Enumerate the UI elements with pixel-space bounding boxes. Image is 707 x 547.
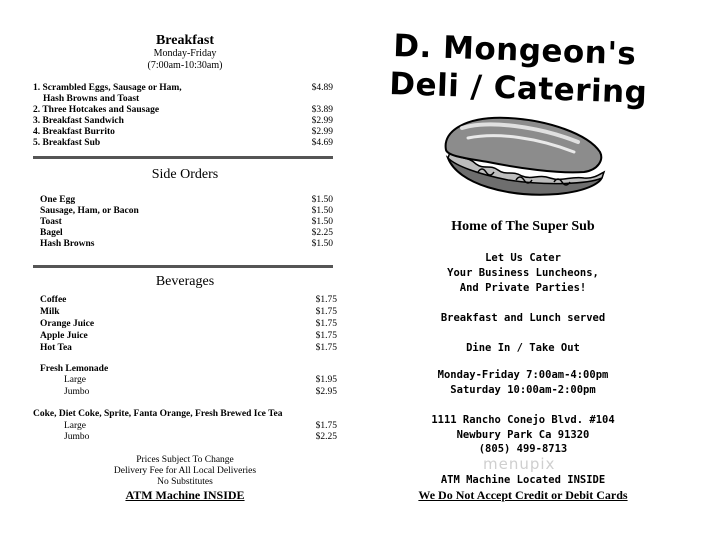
menu-item-label: Orange Juice xyxy=(40,319,95,329)
menu-item-label: Hash Browns and Toast xyxy=(43,94,140,104)
menu-item-label: Milk xyxy=(40,307,60,317)
breakfast-heading: Breakfast xyxy=(155,33,215,48)
size-label: Jumbo xyxy=(64,387,90,397)
phone-number: (805) 499-8713 xyxy=(478,443,568,455)
menu-item-label: Hash Browns xyxy=(40,239,95,249)
watermark: menupix xyxy=(483,455,556,473)
brand-title-line1: D. Mongeon's xyxy=(392,28,637,73)
cater-line-3: And Private Parties! xyxy=(459,282,587,294)
menu-item-price: $2.25 xyxy=(315,432,337,442)
lemonade-label: Fresh Lemonade xyxy=(40,364,109,374)
breakfast-hours: (7:00am-10:30am) xyxy=(147,60,223,71)
no-cards-notice: We Do Not Accept Credit or Debit Cards xyxy=(418,488,628,502)
address-line-1: 1111 Rancho Conejo Blvd. #104 xyxy=(431,414,615,426)
hours-weekday: Monday-Friday 7:00am-4:00pm xyxy=(437,369,609,381)
menu-item-price: $1.75 xyxy=(315,331,337,341)
menu-item-price: $1.75 xyxy=(315,295,337,305)
menu-item-price: $1.75 xyxy=(315,307,337,317)
menu-item-price: $1.50 xyxy=(311,206,333,216)
menu-item-price: $1.75 xyxy=(315,319,337,329)
atm-notice-left: ATM Machine INSIDE xyxy=(125,488,245,502)
menu-item-price: $1.75 xyxy=(315,343,337,353)
menu-item-label: 1. Scrambled Eggs, Sausage or Ham, xyxy=(33,83,182,93)
menu-item-label: One Egg xyxy=(40,195,76,205)
divider xyxy=(33,265,333,268)
menu-item-label: Toast xyxy=(40,217,62,227)
beverages-heading: Beverages xyxy=(155,274,215,289)
side-orders-heading: Side Orders xyxy=(151,167,219,182)
menu-item-label: Hot Tea xyxy=(40,343,72,353)
menu-item-price: $2.95 xyxy=(315,387,337,397)
menu-item-price: $1.50 xyxy=(311,239,333,249)
menu-item-label: 3. Breakfast Sandwich xyxy=(33,116,124,126)
menu-item-price: $2.25 xyxy=(311,228,333,238)
menu-item-label: Coffee xyxy=(40,295,67,305)
size-label: Large xyxy=(64,421,86,431)
dine-text: Dine In / Take Out xyxy=(466,342,580,354)
menu-item-price: $3.89 xyxy=(311,105,333,115)
cater-line-2: Your Business Luncheons, xyxy=(447,267,599,279)
menu-item-label: 2. Three Hotcakes and Sausage xyxy=(33,105,160,115)
menu-item-price: $4.69 xyxy=(311,138,333,148)
menu-item-price: $1.50 xyxy=(311,195,333,205)
menu-item-label: 4. Breakfast Burrito xyxy=(33,127,115,137)
hours-saturday: Saturday 10:00am-2:00pm xyxy=(450,384,596,396)
menu-item-price: $4.89 xyxy=(311,83,333,93)
address-line-2: Newbury Park Ca 91320 xyxy=(456,429,590,441)
size-label: Jumbo xyxy=(64,432,90,442)
menu-item-label: Apple Juice xyxy=(40,331,88,341)
substitution-notice: No Substitutes xyxy=(157,477,213,487)
sodas-label: Coke, Diet Coke, Sprite, Fanta Orange, Fresh Brewed Ice Tea xyxy=(33,409,283,419)
brand-title-line2: Deli / Catering xyxy=(388,66,648,111)
menu-item-price: $1.75 xyxy=(315,421,337,431)
breakfast-days: Monday-Friday xyxy=(153,48,217,59)
price-notice: Prices Subject To Change xyxy=(136,455,234,465)
menu-item-label: Bagel xyxy=(40,228,63,238)
size-label: Large xyxy=(64,375,86,385)
menu-item-price: $2.99 xyxy=(311,127,333,137)
served-text: Breakfast and Lunch served xyxy=(440,312,606,324)
atm-notice-right: ATM Machine Located INSIDE xyxy=(440,474,606,486)
menu-item-price: $1.95 xyxy=(315,375,337,385)
delivery-notice: Delivery Fee for All Local Deliveries xyxy=(113,466,257,476)
tagline: Home of The Super Sub xyxy=(451,219,595,234)
menu-item-label: Sausage, Ham, or Bacon xyxy=(40,206,139,216)
menu-item-price: $2.99 xyxy=(311,116,333,126)
menu-item-label: 5. Breakfast Sub xyxy=(33,138,101,148)
divider xyxy=(33,156,333,159)
sub-sandwich-icon xyxy=(438,112,608,200)
menu-item-price: $1.50 xyxy=(311,217,333,227)
cater-line-1: Let Us Cater xyxy=(485,252,561,264)
